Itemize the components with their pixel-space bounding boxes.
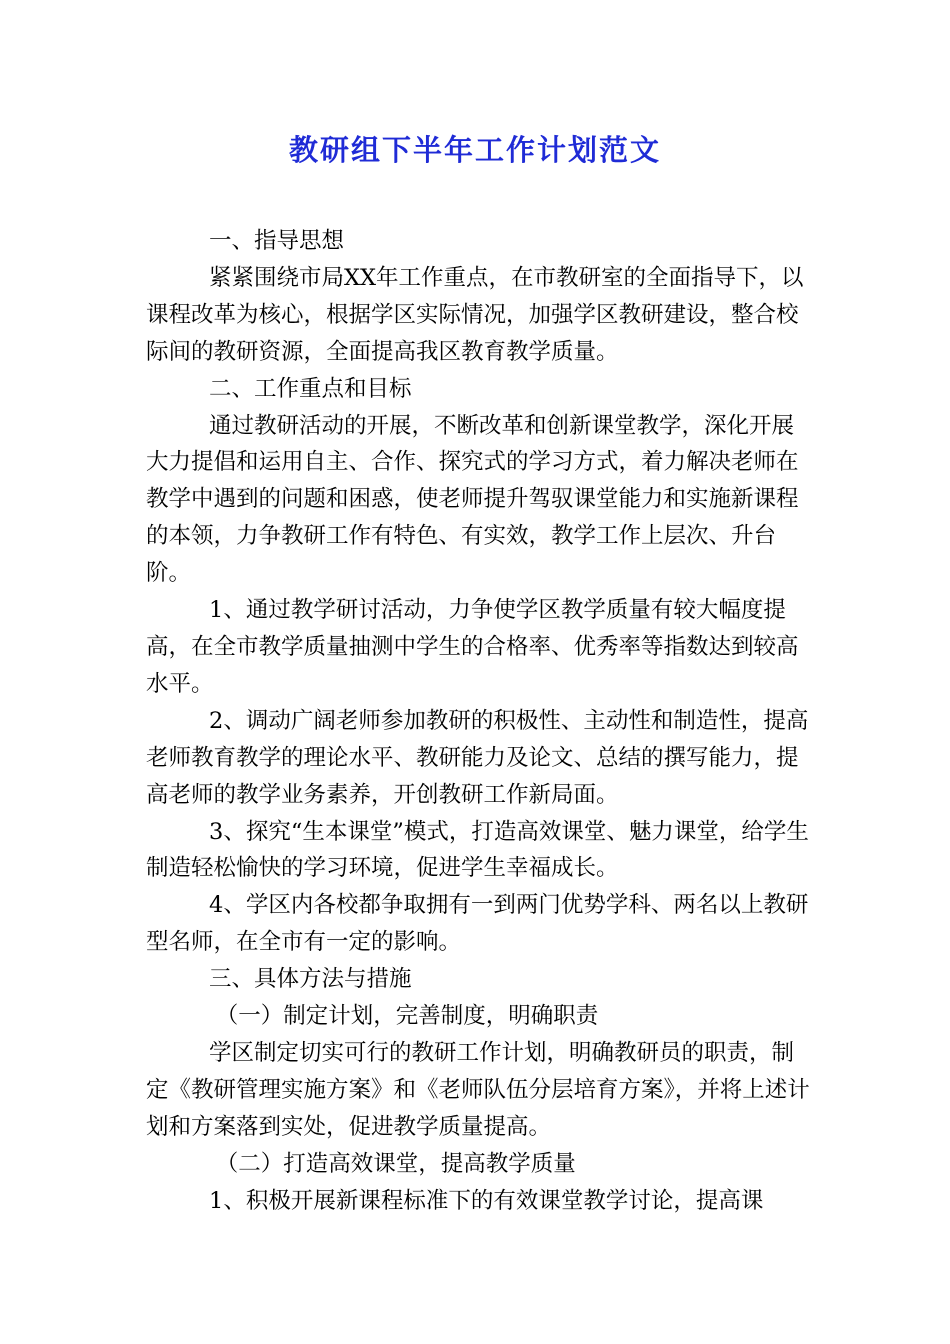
paragraph-classroom-1: 1、积极开展新课程标准下的有效课堂教学讨论，提高课: [209, 1187, 764, 1214]
document-title: 教研组下半年工作计划范文: [288, 133, 661, 167]
document-body: [146, 223, 811, 1219]
goal-item-3: 3、探究“生本课堂”模式，打造高效课堂、魅力课堂，给学生制造轻松愉快的学习环境，促进学生幸福成长。: [146, 818, 809, 882]
subsection-heading-plan: （一）制定计划，完善制度，明确职责: [215, 1003, 599, 1030]
section-heading-key-goals: 二、工作重点和目标: [209, 375, 412, 402]
paragraph-guiding-thought: 紧紧围绕市局XX年工作重点，在市教研室的全面指导下，以课程改革为核心，根据学区实际情况，加强学区教研建设，整合校际间的教研资源，全面提高我区教育教学质量。: [146, 264, 804, 365]
subsection-heading-classroom: （二）打造高效课堂，提高教学质量: [215, 1150, 576, 1177]
paragraph-key-goals: 通过教研活动的开展，不断改革和创新课堂教学，深化开展大力提倡和运用自主、合作、探究式的学习方式，着力解决老师在教学中遇到的问题和困惑，使老师提升驾驭课堂能力和实施新课程的本领，力争教研工作有特色、有实效，教学工作上层次、升台阶。: [146, 412, 799, 587]
goal-item-1: 1、通过教学研讨活动，力争使学区教学质量有较大幅度提高，在全市教学质量抽测中学生的合格率、优秀率等指数达到较高水平。: [146, 597, 799, 697]
section-heading-guiding-thought: 一、指导思想: [209, 228, 345, 254]
goal-item-2: 2、调动广阔老师参加教研的积极性、主动性和制造性，提高老师教育教学的理论水平、教研能力及论文、总结的撰写能力，提高老师的教学业务素养，开创教研工作新局面。: [146, 707, 809, 808]
paragraph-plan: 学区制定切实可行的教研工作计划，明确教研员的职责，制定《教研管理实施方案》和《老师队伍分层培育方案》，并将上述计划和方案落到实处，促进教学质量提高。: [146, 1039, 810, 1140]
goal-item-4: 4、学区内各校都争取拥有一到两门优势学科、两名以上教研型名师，在全市有一定的影响。: [146, 892, 809, 956]
section-heading-methods: 三、具体方法与措施: [209, 966, 412, 993]
